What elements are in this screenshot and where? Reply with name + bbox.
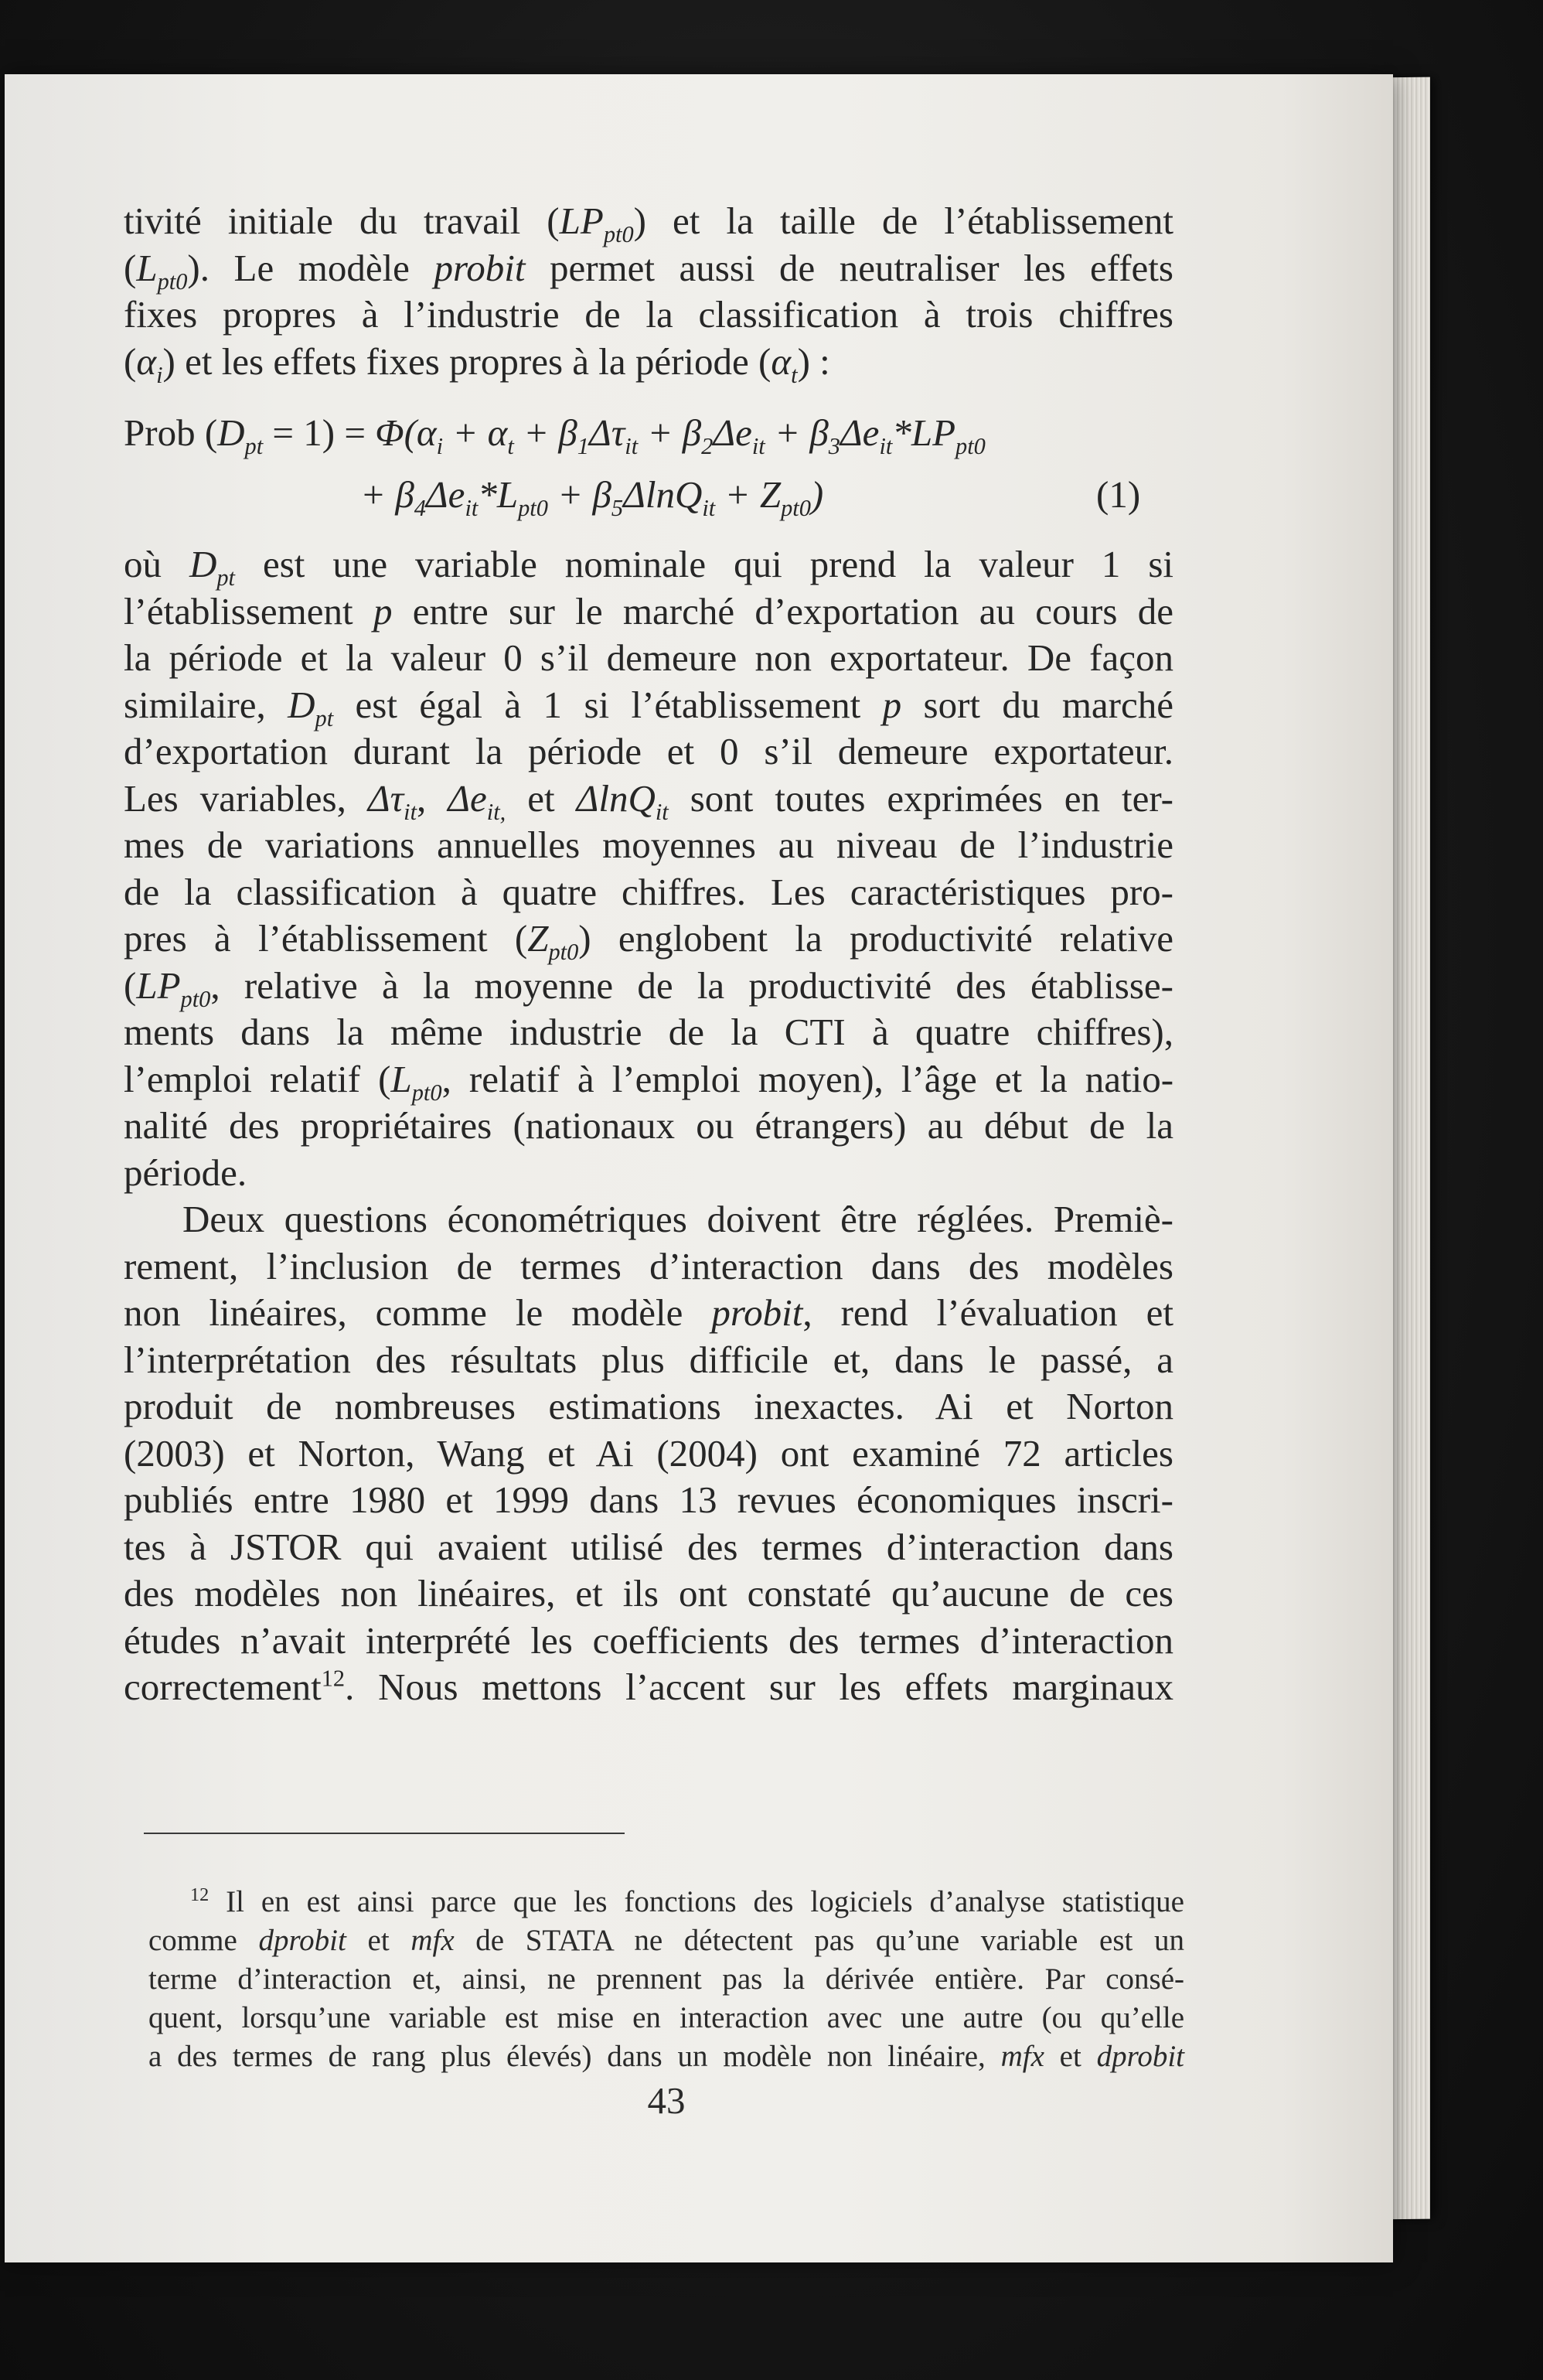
text-line: ($LP_{pt0}$, relative à la moyenne de la productivité des établisse- <box>124 964 1173 1012</box>
text-line: pres à l’établissement $(Z_{pt0})$ englobent la productivité relative <box>124 917 1173 965</box>
text-line: mes de variations annuelles moyennes au niveau de l’industrie <box>124 823 1173 866</box>
text-line: tes à JSTOR qui avaient utilisé des termes d’interaction dans <box>124 1526 1173 1568</box>
book-page <box>5 74 1393 2262</box>
text-line: études n’avait interprété les coefficients des termes d’interaction <box>124 1619 1173 1662</box>
text-line: l’établissement p entre sur le marché d’exportation au cours de <box>124 590 1173 633</box>
text-line: produit de nombreuses estimations inexactes. Ai et Norton <box>124 1385 1173 1427</box>
text-line: d’exportation durant la période et 0 s’il demeure exportateur. <box>124 730 1173 772</box>
footnote-line: quent, lorsqu’une variable est mise en interaction avec une autre (ou qu’elle <box>148 2001 1184 2034</box>
footnote-ref: 12 <box>321 1665 346 1692</box>
text-line: similaire, $D_{pt}$ est égal à 1 si l’établissement p sort du marché <box>124 684 1173 731</box>
footnote-line: a des termes de rang plus élevés) dans un modèle non linéaire, mfx et dprobit <box>148 2040 1184 2073</box>
text-line: période. <box>124 1151 247 1194</box>
text-line: rement, l’inclusion de termes d’interaction dans des modèles <box>124 1245 1173 1287</box>
text-line: fixes propres à l’industrie de la classification à trois chiffres <box>124 293 1173 336</box>
text-line: tivité initiale du travail $(LP_{pt0})$ et la taille de l’établissement <box>124 199 1173 247</box>
equation-line-1: Prob $(D_{pt} = 1) = \Phi(\alpha_i + \alpha_t + \beta_1\Delta\tau_{it} + \beta_2\Delta e_{it} + \beta_3\Delta e_{it}*LP_{pt0}$ <box>124 411 986 459</box>
equation-line-2: + $\beta_4\Delta e_{it}*L_{pt0} + \beta_5\Delta\ln Q_{it} + Z_{pt0}$) <box>360 473 824 521</box>
footnote-line: $^{12}$ Il en est ainsi parce que les fonctions des logiciels d’analyse statistique <box>190 1884 1184 1918</box>
text-line: des modèles non linéaires, et ils ont constaté qu’aucune de ces <box>124 1572 1173 1615</box>
footnote-line: comme dprobit et mfx de STATA ne détectent pas qu’une variable est un <box>148 1924 1184 1957</box>
text-line: la période et la valeur 0 s’il demeure non exportateur. De façon <box>124 636 1173 679</box>
equation-number: (1) <box>1096 473 1141 516</box>
text-line: nalité des propriétaires (nationaux ou étrangers) au début de la <box>124 1104 1173 1147</box>
text-line: non linéaires, comme le modèle probit, rend l’évaluation et <box>124 1291 1173 1334</box>
text-line: l’emploi relatif ($L_{pt0}$, relatif à l’emploi moyen), l’âge et la natio- <box>124 1058 1174 1106</box>
page-number: 43 <box>647 2079 686 2122</box>
text-line: publiés entre 1980 et 1999 dans 13 revues économiques inscri- <box>124 1478 1173 1521</box>
text-line: l’interprétation des résultats plus difficile et, dans le passé, a <box>124 1338 1173 1381</box>
footnote-separator <box>144 1833 625 1834</box>
text-line: $(\alpha_i)$ et les effets fixes propres à la période $(\alpha_t)$ : <box>124 340 830 388</box>
text-line: de la classification à quatre chiffres. Les caractéristiques pro- <box>124 871 1173 913</box>
text-line: Les variables, $\Delta\tau_{it}$, $\Delta e_{it,}$ et ΔlnQ$_{it}$ sont toutes exprimées en ter- <box>124 777 1173 825</box>
text-line: où $D_{pt}$ est une variable nominale qui prend la valeur 1 si <box>124 543 1174 591</box>
text-line: (2003) et Norton, Wang et Ai (2004) ont examiné 72 articles <box>124 1432 1173 1475</box>
text-line: correctement$^{12}$. Nous mettons l’accent sur les effets marginaux <box>124 1665 1173 1708</box>
text-line: Deux questions économétriques doivent être réglées. Premiè- <box>182 1198 1173 1240</box>
text-line: ments dans la même industrie de la CTI à quatre chiffres), <box>124 1011 1173 1053</box>
text-line: $(L_{pt0})$. Le modèle probit permet aussi de neutraliser les effets <box>124 247 1173 295</box>
footnote-line: terme d’interaction et, ainsi, ne prennent pas la dérivée entière. Par consé- <box>148 1962 1184 1996</box>
